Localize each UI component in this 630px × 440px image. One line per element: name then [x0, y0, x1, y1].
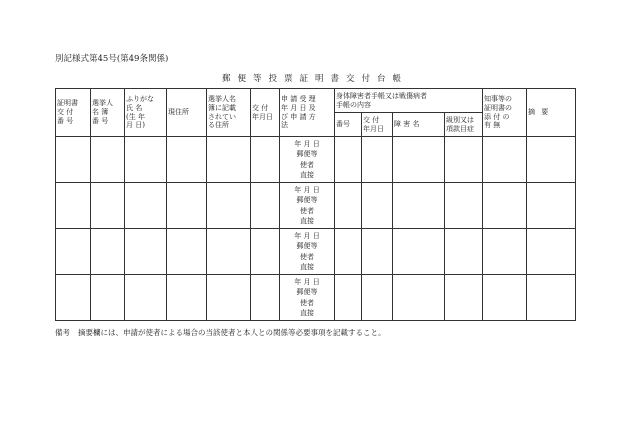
header-name: ふりがな 氏 名 (生 年 月 日)	[125, 89, 167, 137]
cell-governor[interactable]	[483, 275, 527, 321]
cell-request[interactable]: 年 月 日 郵便等 使者 直接	[280, 275, 335, 321]
header-issue-date: 交 付 年月日	[251, 89, 280, 137]
cell-grade[interactable]	[445, 137, 483, 183]
cell-registered-address[interactable]	[207, 275, 251, 321]
cell-disability[interactable]	[393, 183, 445, 229]
form-reference: 別記様式第45号(第49条関係)	[55, 54, 169, 64]
cell-disability[interactable]	[393, 229, 445, 275]
cell-sub-issue[interactable]	[362, 183, 393, 229]
cell-issue-date[interactable]	[251, 137, 280, 183]
cell-grade[interactable]	[445, 229, 483, 275]
ledger-table	[55, 88, 576, 321]
footnote-text: 摘要欄には、申請が使者による場合の当該使者と本人との関係等必要事項を記載すること。	[78, 328, 386, 337]
cell-registered-address[interactable]	[207, 229, 251, 275]
subheader-no: 番号	[335, 113, 362, 137]
cell-governor[interactable]	[483, 229, 527, 275]
cell-name[interactable]	[125, 275, 167, 321]
cell-governor[interactable]	[483, 183, 527, 229]
cell-grade[interactable]	[445, 275, 483, 321]
cell-no[interactable]	[335, 229, 362, 275]
header-request: 申 請 受 理 年 月 日 及 び 申 請 方 法	[280, 89, 335, 137]
cell-remarks[interactable]	[527, 183, 576, 229]
cell-elector-no[interactable]	[91, 275, 125, 321]
cell-disability[interactable]	[393, 275, 445, 321]
cell-address[interactable]	[167, 183, 207, 229]
cell-issue-date[interactable]	[251, 183, 280, 229]
cell-issue-date[interactable]	[251, 275, 280, 321]
cell-remarks[interactable]	[527, 137, 576, 183]
cell-no[interactable]	[335, 137, 362, 183]
table-row	[56, 229, 576, 275]
cell-elector-no[interactable]	[91, 137, 125, 183]
header-governor-cert: 知事等の 証明書の 添 付 の 有 無	[483, 89, 527, 137]
cell-elector-no[interactable]	[91, 229, 125, 275]
cell-sub-issue[interactable]	[362, 229, 393, 275]
cell-remarks[interactable]	[527, 275, 576, 321]
cell-elector-no[interactable]	[91, 183, 125, 229]
header-disability-group: 身体障害者手帳又は戦傷病者 手帳の内容	[335, 89, 483, 113]
cell-cert-no[interactable]	[56, 229, 91, 275]
header-cert-no: 証明書 交 付 番 号	[56, 89, 91, 137]
cell-no[interactable]	[335, 275, 362, 321]
cell-address[interactable]	[167, 275, 207, 321]
ledger-title: 郵便等投票証明書交付台帳	[221, 74, 408, 84]
cell-no[interactable]	[335, 183, 362, 229]
subheader-issue-date: 交 付 年月日	[362, 113, 393, 137]
cell-cert-no[interactable]	[56, 183, 91, 229]
footnote	[55, 327, 386, 338]
cell-registered-address[interactable]	[207, 137, 251, 183]
table-row	[56, 183, 576, 229]
subheader-grade: 級別又は 項款目症	[445, 113, 483, 137]
cell-cert-no[interactable]	[56, 137, 91, 183]
cell-registered-address[interactable]	[207, 183, 251, 229]
cell-name[interactable]	[125, 229, 167, 275]
cell-remarks[interactable]	[527, 229, 576, 275]
cell-address[interactable]	[167, 229, 207, 275]
header-remarks: 摘 要	[527, 89, 576, 137]
header-elector-no: 選挙人 名 簿 番 号	[91, 89, 125, 137]
cell-sub-issue[interactable]	[362, 275, 393, 321]
cell-request[interactable]: 年 月 日 郵便等 使者 直接	[280, 137, 335, 183]
cell-name[interactable]	[125, 137, 167, 183]
cell-request[interactable]: 年 月 日 郵便等 使者 直接	[280, 183, 335, 229]
cell-sub-issue[interactable]	[362, 137, 393, 183]
table-row	[56, 137, 576, 183]
subheader-disability: 障 害 名	[393, 113, 445, 137]
footnote-label: 備考	[55, 328, 70, 337]
header-registered-address: 選挙人名 簿に記載 されてい る住所	[207, 89, 251, 137]
cell-disability[interactable]	[393, 137, 445, 183]
cell-request[interactable]: 年 月 日 郵便等 使者 直接	[280, 229, 335, 275]
cell-cert-no[interactable]	[56, 275, 91, 321]
cell-name[interactable]	[125, 183, 167, 229]
cell-address[interactable]	[167, 137, 207, 183]
header-address: 現住所	[167, 89, 207, 137]
cell-grade[interactable]	[445, 183, 483, 229]
table-row	[56, 275, 576, 321]
cell-issue-date[interactable]	[251, 229, 280, 275]
cell-governor[interactable]	[483, 137, 527, 183]
